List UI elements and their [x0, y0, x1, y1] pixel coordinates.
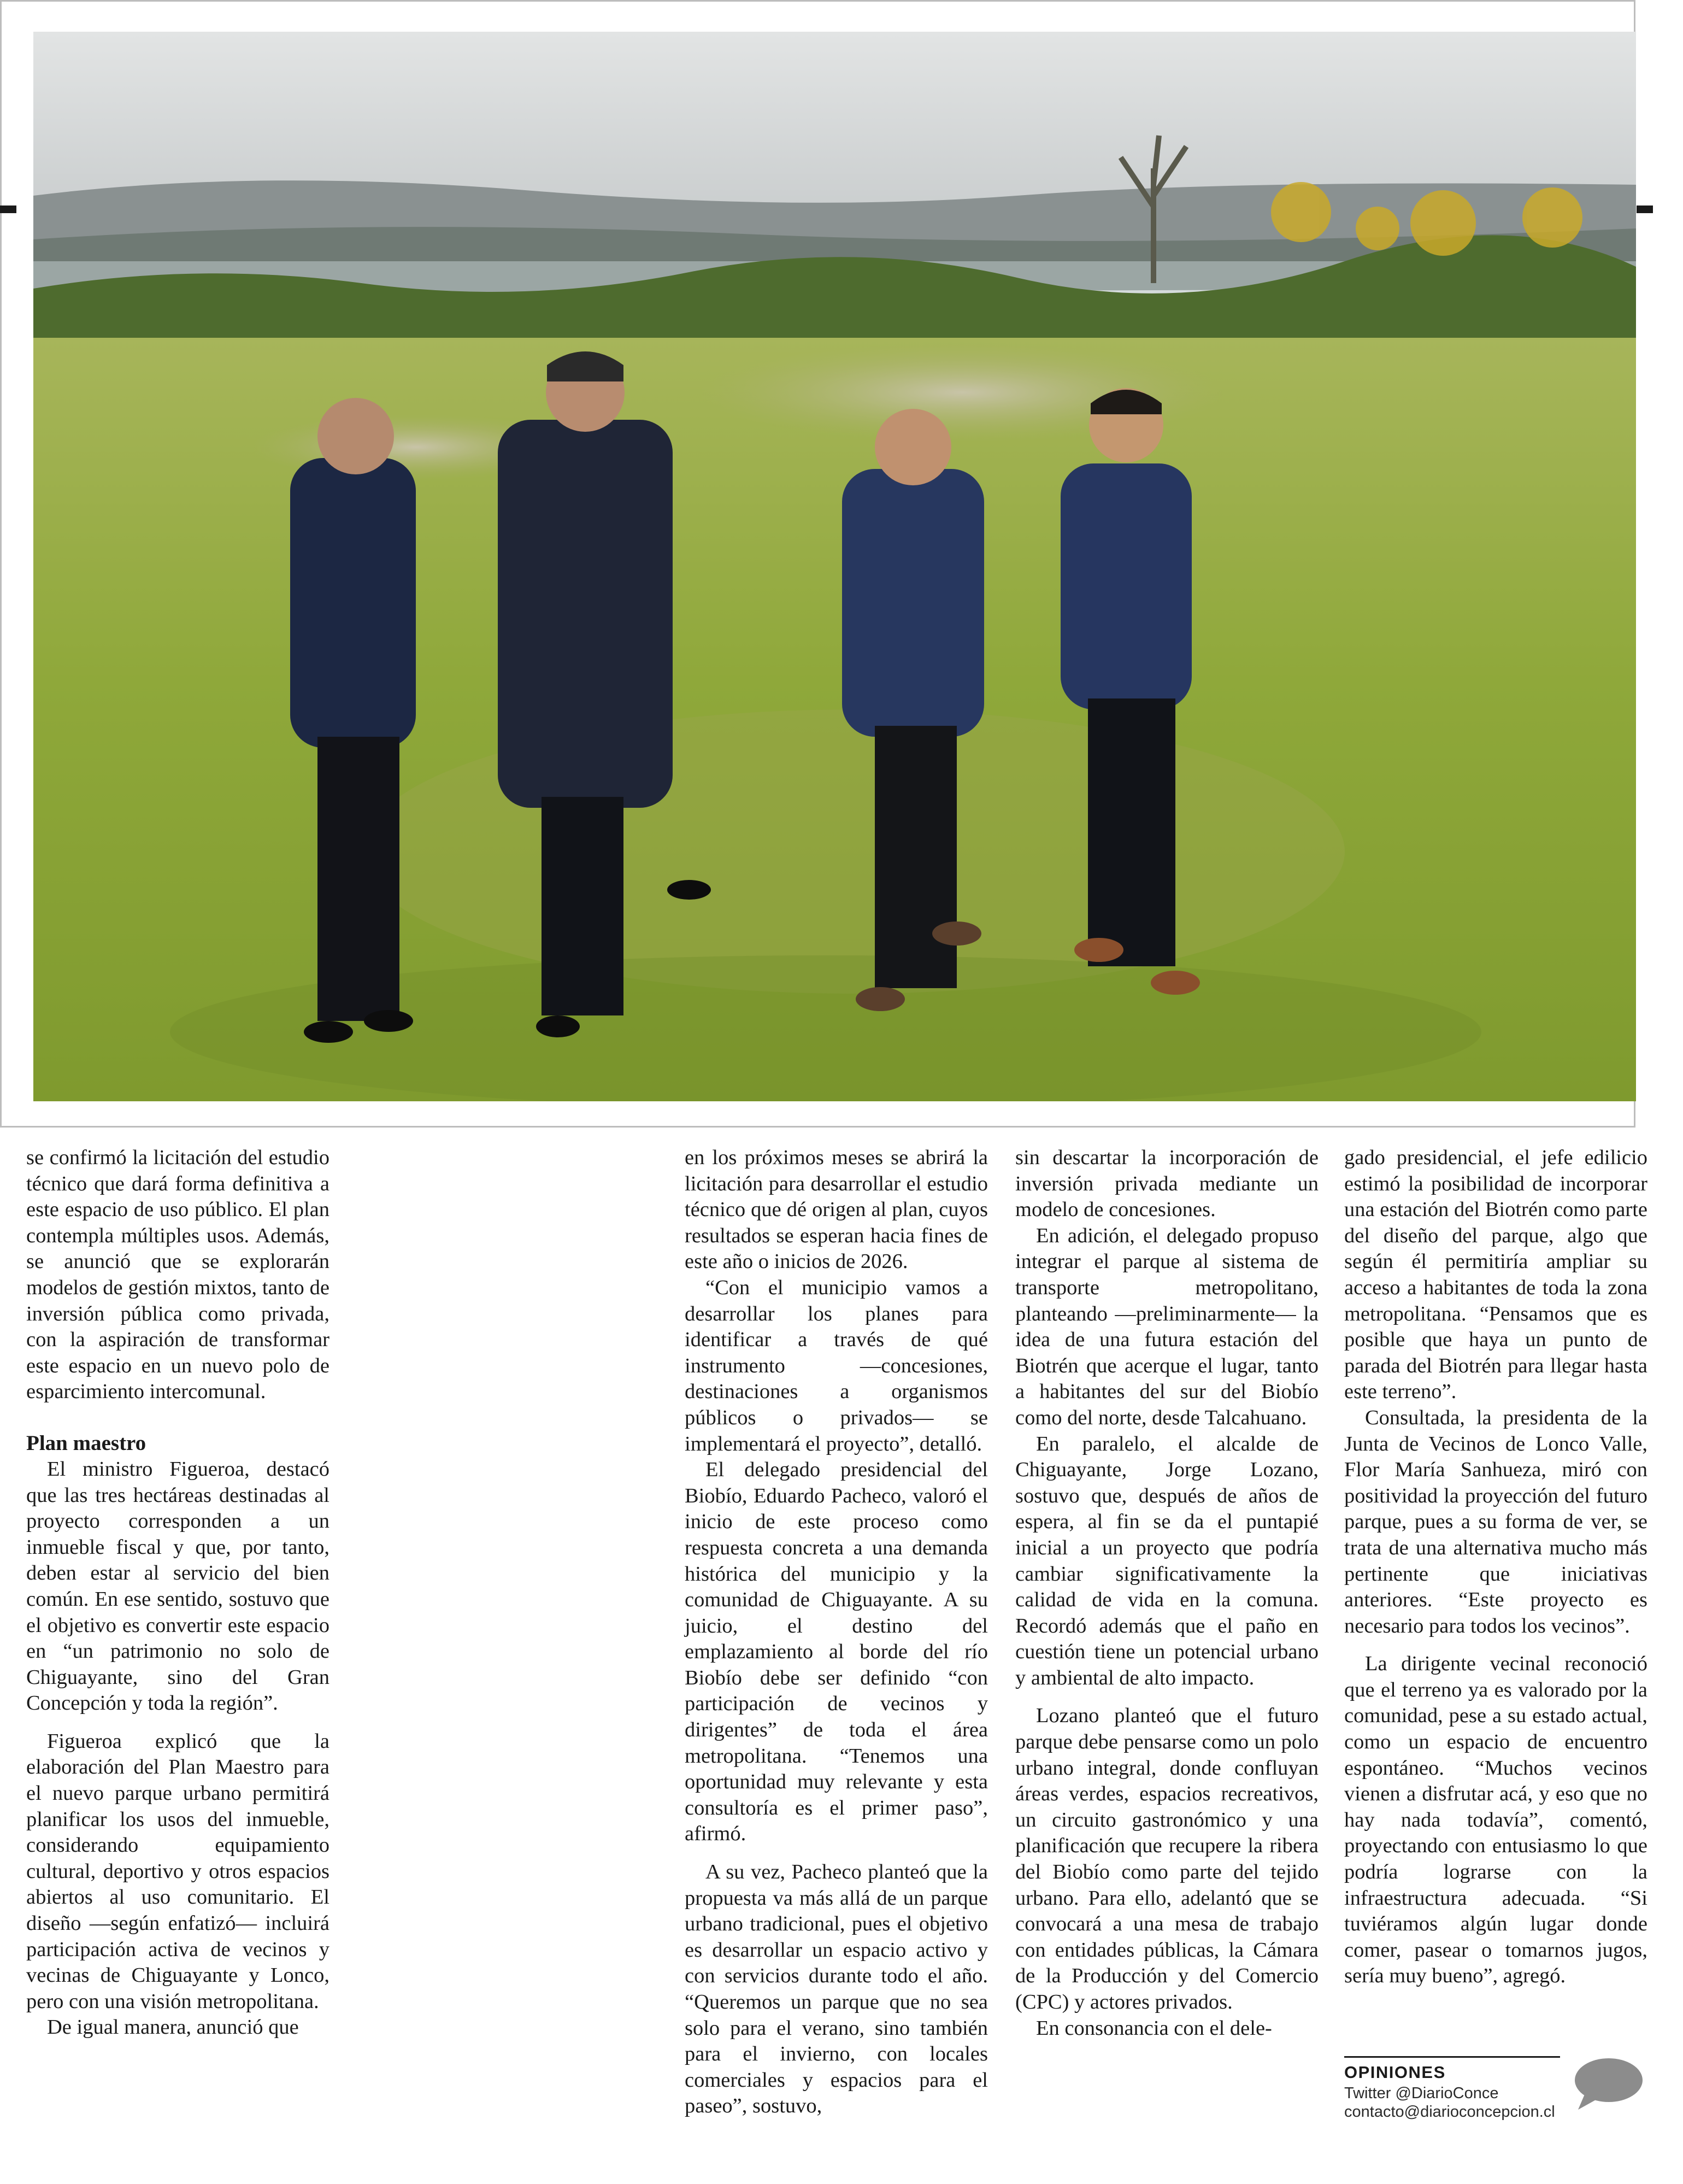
article-paragraph: Lozano planteó que el futuro parque debe pensarse como un polo urbano integral, donde confluyan áreas verdes, espacios recreativos, un circuito gastronómico y una planificación que recupere la ribera del Biobío como parte del tejido urbano. Para ello, adelantó que se convocará a una mesa de trabajo con entidades públicas, la Cámara de la Producción y del Comercio (CPC) y actores privados.: [1015, 1704, 1319, 2013]
article-column-3: [1015, 1145, 1319, 2041]
article-paragraph: En adición, el delegado propuso integrar el parque al sistema de transporte metropolitano, planteando —preliminarmente— la idea de una futura estación del Biotrén que acerque el lugar, tanto a habitantes del sur del Biobío como del norte, desde Talcahuano.: [1015, 1224, 1319, 1429]
article-paragraph: La dirigente vecinal reconoció que el terreno ya es valorado por la comunidad, pese a su estado actual, como un espacio de encuentro espontáneo. “Muchos vecinos vienen a disfrutar acá, y eso que no hay nada todavía”, comentó, proyectando con entusiasmo lo que podría lograrse con la infraestructura adecuada. “Si tuviéramos algún lugar donde comer, pasear o tomarnos jugos, sería muy bueno”, agregó.: [1344, 1652, 1647, 1988]
opinions-twitter[interactable]: Twitter @DiarioConce: [1344, 2085, 1499, 2102]
article-photo: [33, 32, 1636, 1101]
article-paragraph: “Con el municipio vamos a desarrollar los planes para identificar a través de qué instrumento —concesiones, destinaciones a organismos públicos o privados— se implementará el proyecto”, detalló.: [685, 1276, 988, 1455]
article-paragraph: gado presidencial, el jefe edilicio estimó la posibilidad de incorporar una estación del Biotrén como parte del diseño del parque, algo que según él permitiría ampliar su acceso a habitantes de toda la zona metropolitana. “Pensamos que es posible que haya un punto de parada del Biotrén para llegar hasta este terreno”.: [1344, 1146, 1647, 1404]
opinions-box: [1344, 2056, 1639, 2122]
article-column-4: [1344, 1145, 1647, 1989]
speech-bubble-icon: [1574, 2056, 1644, 2111]
opinions-title: OPINIONES: [1344, 2063, 1446, 2082]
article-paragraph: en los próximos meses se abrirá la licitación para desarrollar el estudio técnico que dé origen al plan, cuyos resultados se esperan hacia fines de este año o inicios de 2026.: [685, 1146, 988, 1273]
article-paragraph: Consultada, la presidenta de la Junta de Vecinos de Lonco Valle, Flor María Sanhueza, miró con positividad la proyección del futuro parque, pues a su forma de ver, se trata de una alternativa mucho más pertinente que iniciativas anteriores. “Este proyecto es necesario para todos los vecinos”.: [1344, 1406, 1647, 1637]
article-paragraph: En paralelo, el alcalde de Chiguayante, Jorge Lozano, sostuvo que, después de años de espera, al fin se da el puntapié inicial a un proyecto que podría cambiar significativamente la calidad de vida en la comuna. Recordó además que el paño en cuestión tiene un potencial urbano y ambiental de alto impacto.: [1015, 1432, 1319, 1689]
article-paragraph: se confirmó la licitación del estudio técnico que dará forma definitiva a este espacio de uso público. El plan contempla múltiples usos. Además, se anunció que se explorarán modelos de gestión mixtos, tanto de inversión pública como privada, con la aspiración de transformar este espacio en un nuevo polo de esparcimiento intercomunal.: [26, 1146, 329, 1404]
article-paragraph: De igual manera, anunció que: [47, 2016, 299, 2039]
margin-mark-left: [0, 206, 16, 213]
margin-mark-right: [1637, 206, 1653, 213]
article-paragraph: El delegado presidencial del Biobío, Eduardo Pacheco, valoró el inicio de este proceso como respuesta concreta a una demanda histórica del municipio y la comunidad de Chiguayante. A su juicio, el destino del emplazamiento al borde del río Biobío debe ser definido “con participación de vecinos y dirigentes” de toda el área metropolitana. “Tenemos una oportunidad muy relevante y esta consultoría es el primer paso”, afirmó.: [685, 1458, 988, 1846]
article-paragraph: A su vez, Pacheco planteó que la propuesta va más allá de un parque urbano tradicional, pues el objetivo es desarrollar un espacio activo y con servicios durante todo el año. “Queremos un parque que no sea solo para el verano, sino también para el invierno, con locales comerciales y espacios para el paseo”, sostuvo,: [685, 1860, 988, 2118]
article-paragraph: sin descartar la incorporación de inversión privada mediante un modelo de concesiones.: [1015, 1146, 1319, 1222]
article-paragraph: Figueroa explicó que la elaboración del Plan Maestro para el nuevo parque urbano permitirá planificar los usos del inmueble, considerando equipamiento cultural, deportivo y otros espacios abiertos al uso comunitario. El diseño —según enfatizó— incluirá participación activa de vecinos y vecinas de Chiguayante y Lonco, pero con una visión metropolitana.: [26, 1729, 329, 2013]
opinions-rule: [1344, 2056, 1560, 2058]
section-heading: Plan maestro: [26, 1431, 146, 1455]
article-paragraph: En consonancia con el dele-: [1036, 2016, 1272, 2040]
opinions-email[interactable]: contacto@diarioconcepcion.cl: [1344, 2103, 1555, 2121]
article-paragraph: El ministro Figueroa, destacó que las tres hectáreas destinadas al proyecto corresponden a un inmueble fiscal y que, por tanto, deben estar al servicio del bien común. En ese sentido, sostuvo que el objetivo es convertir este espacio en “un patrimonio no solo de Chiguayante, sino del Gran Concepción y toda la región”.: [26, 1457, 329, 1715]
photo-four-men-walking-in-field: [33, 32, 1636, 1101]
article-column-2: [685, 1145, 988, 2120]
article-column-1: [26, 1145, 329, 2041]
